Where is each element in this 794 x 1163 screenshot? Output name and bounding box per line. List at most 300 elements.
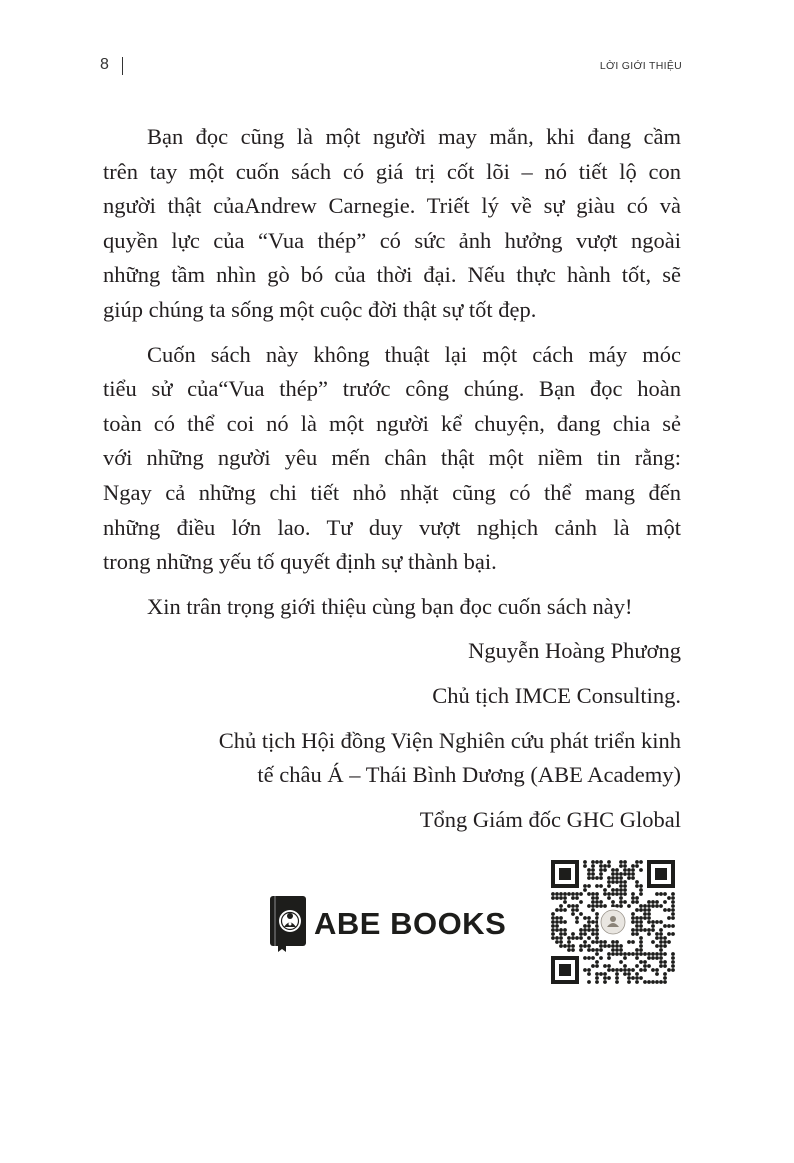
- qr-module: [623, 964, 627, 968]
- qr-module: [611, 900, 615, 904]
- qr-module: [583, 888, 587, 892]
- qr-module: [623, 956, 627, 960]
- qr-module: [611, 944, 615, 948]
- qr-module: [643, 928, 647, 932]
- qr-module: [643, 960, 647, 964]
- qr-module: [643, 980, 647, 984]
- qr-module: [619, 900, 623, 904]
- text-line: người thật củaAndrew Carnegie. Triết lý về sự giàu có và: [103, 193, 681, 219]
- qr-module: [591, 892, 595, 896]
- qr-module: [591, 868, 595, 872]
- qr-module: [587, 916, 591, 920]
- qr-module: [651, 924, 655, 928]
- qr-module: [595, 884, 599, 888]
- qr-module: [571, 896, 575, 900]
- qr-module: [599, 876, 603, 880]
- qr-module: [551, 928, 555, 932]
- qr-module: [643, 912, 647, 916]
- qr-module: [639, 952, 643, 956]
- qr-module: [623, 972, 627, 976]
- qr-module: [667, 896, 671, 900]
- qr-module: [639, 860, 643, 864]
- qr-module: [587, 972, 591, 976]
- qr-module: [591, 928, 595, 932]
- qr-module: [591, 956, 595, 960]
- qr-module: [619, 884, 623, 888]
- paragraph-1: [103, 120, 681, 328]
- qr-module: [575, 920, 579, 924]
- qr-module: [671, 912, 675, 916]
- qr-module: [651, 920, 655, 924]
- qr-module: [639, 924, 643, 928]
- qr-module: [615, 968, 619, 972]
- qr-module: [567, 904, 571, 908]
- qr-module: [615, 976, 619, 980]
- qr-module: [579, 900, 583, 904]
- qr-module: [595, 972, 599, 976]
- paragraph-2: [103, 338, 681, 580]
- qr-module: [571, 936, 575, 940]
- qr-module: [591, 940, 595, 944]
- qr-module: [591, 864, 595, 868]
- qr-module: [671, 932, 675, 936]
- qr-module: [563, 908, 567, 912]
- qr-module: [559, 928, 563, 932]
- qr-module: [663, 900, 667, 904]
- qr-module: [627, 868, 631, 872]
- qr-module: [591, 920, 595, 924]
- qr-module: [639, 908, 643, 912]
- qr-module: [595, 876, 599, 880]
- qr-module: [643, 908, 647, 912]
- qr-module: [631, 900, 635, 904]
- qr-module: [635, 932, 639, 936]
- qr-module: [639, 948, 643, 952]
- qr-module: [555, 896, 559, 900]
- text-line: những tầm nhìn gò bó của thời đại. Nếu thực hành tốt, sẽ: [103, 262, 681, 288]
- qr-module: [603, 904, 607, 908]
- qr-module: [595, 892, 599, 896]
- qr-module: [631, 876, 635, 880]
- qr-module: [623, 884, 627, 888]
- qr-module: [607, 944, 611, 948]
- signature-title-abe: [103, 724, 681, 793]
- qr-module: [651, 980, 655, 984]
- qr-module: [595, 932, 599, 936]
- qr-module: [611, 940, 615, 944]
- qr-module: [639, 940, 643, 944]
- qr-module: [583, 884, 587, 888]
- qr-module: [603, 940, 607, 944]
- qr-module: [603, 976, 607, 980]
- qr-module: [607, 896, 611, 900]
- qr-module: [591, 932, 595, 936]
- qr-module: [559, 944, 563, 948]
- qr-module: [563, 944, 567, 948]
- qr-module: [659, 964, 663, 968]
- qr-module: [627, 940, 631, 944]
- qr-module: [627, 980, 631, 984]
- qr-module: [647, 916, 651, 920]
- qr-module: [607, 884, 611, 888]
- qr-module: [599, 972, 603, 976]
- qr-module: [659, 932, 663, 936]
- qr-module: [603, 868, 607, 872]
- qr-module: [631, 892, 635, 896]
- qr-module: [555, 924, 559, 928]
- qr-module: [555, 892, 559, 896]
- qr-module: [655, 980, 659, 984]
- qr-module: [619, 872, 623, 876]
- qr-module: [663, 936, 667, 940]
- qr-module: [639, 888, 643, 892]
- qr-module: [639, 904, 643, 908]
- qr-module: [619, 880, 623, 884]
- qr-module: [639, 916, 643, 920]
- qr-module: [555, 940, 559, 944]
- qr-module: [591, 948, 595, 952]
- qr-module: [607, 876, 611, 880]
- qr-module: [575, 892, 579, 896]
- qr-module: [655, 972, 659, 976]
- qr-module: [647, 908, 651, 912]
- qr-module: [615, 888, 619, 892]
- qr-module: [627, 952, 631, 956]
- qr-module: [591, 860, 595, 864]
- qr-module: [659, 928, 663, 932]
- qr-module: [571, 948, 575, 952]
- qr-module: [599, 860, 603, 864]
- qr-module: [571, 932, 575, 936]
- qr-module: [587, 884, 591, 888]
- qr-module: [563, 900, 567, 904]
- qr-module: [631, 868, 635, 872]
- qr-module: [663, 972, 667, 976]
- qr-module: [671, 896, 675, 900]
- qr-module: [607, 892, 611, 896]
- qr-module: [671, 900, 675, 904]
- qr-module: [583, 956, 587, 960]
- qr-module: [611, 880, 615, 884]
- qr-module: [595, 952, 599, 956]
- qr-module: [555, 936, 559, 940]
- qr-module: [619, 948, 623, 952]
- logo-text: ABE BOOKS: [314, 906, 507, 941]
- qr-module: [603, 964, 607, 968]
- qr-module: [615, 880, 619, 884]
- qr-module: [587, 948, 591, 952]
- qr-module: [571, 912, 575, 916]
- qr-module: [667, 968, 671, 972]
- qr-module: [611, 948, 615, 952]
- qr-module: [595, 976, 599, 980]
- qr-module: [635, 976, 639, 980]
- qr-module: [631, 928, 635, 932]
- qr-module: [619, 860, 623, 864]
- page-number: 8: [100, 56, 109, 73]
- qr-module: [567, 944, 571, 948]
- qr-module: [655, 936, 659, 940]
- qr-module: [639, 920, 643, 924]
- qr-module: [587, 872, 591, 876]
- qr-module: [551, 936, 555, 940]
- qr-module: [659, 960, 663, 964]
- qr-module: [595, 912, 599, 916]
- qr-module: [607, 952, 611, 956]
- qr-module: [615, 952, 619, 956]
- qr-module: [647, 928, 651, 932]
- header-divider: [122, 57, 123, 75]
- qr-module: [599, 944, 603, 948]
- qr-module: [663, 940, 667, 944]
- qr-module: [603, 892, 607, 896]
- qr-module: [631, 976, 635, 980]
- qr-module: [667, 924, 671, 928]
- qr-module: [607, 956, 611, 960]
- qr-module: [671, 964, 675, 968]
- qr-module: [579, 936, 583, 940]
- qr-module: [671, 956, 675, 960]
- qr-module: [639, 884, 643, 888]
- qr-module: [607, 976, 611, 980]
- qr-module: [559, 892, 563, 896]
- qr-module: [587, 944, 591, 948]
- qr-module: [655, 920, 659, 924]
- qr-module: [663, 960, 667, 964]
- text-line: toàn có thể coi nó là một người kể chuyện, đang chia sẻ: [103, 410, 681, 436]
- qr-module: [631, 940, 635, 944]
- qr-module: [647, 980, 651, 984]
- qr-module: [575, 916, 579, 920]
- qr-module: [627, 972, 631, 976]
- qr-module: [655, 892, 659, 896]
- qr-module: [667, 916, 671, 920]
- qr-module: [607, 864, 611, 868]
- qr-module: [551, 896, 555, 900]
- qr-module: [631, 864, 635, 868]
- qr-module: [591, 872, 595, 876]
- qr-module: [671, 916, 675, 920]
- text-line: Bạn đọc cũng là một người may mắn, khi đang cầm: [147, 124, 681, 149]
- qr-module: [571, 904, 575, 908]
- qr-module: [619, 960, 623, 964]
- text-line: tiểu sử của“Vua thép” trước công chúng. Bạn đọc hoàn: [103, 376, 681, 402]
- qr-module: [635, 896, 639, 900]
- qr-module: [643, 916, 647, 920]
- qr-module: [619, 892, 623, 896]
- qr-module: [655, 952, 659, 956]
- qr-module: [603, 864, 607, 868]
- book-seal-icon: [268, 894, 308, 954]
- qr-module: [671, 892, 675, 896]
- qr-module: [607, 968, 611, 972]
- qr-module: [615, 868, 619, 872]
- qr-module: [671, 908, 675, 912]
- text-line: trong những yếu tố quyết định sự thành bại.: [103, 549, 497, 575]
- qr-module: [619, 904, 623, 908]
- qr-module: [663, 908, 667, 912]
- qr-module: [631, 916, 635, 920]
- qr-module: [651, 900, 655, 904]
- qr-module: [651, 952, 655, 956]
- qr-module: [591, 908, 595, 912]
- qr-module: [619, 888, 623, 892]
- qr-module: [623, 892, 627, 896]
- qr-module: [659, 904, 663, 908]
- qr-code-icon: [551, 860, 675, 984]
- qr-module: [635, 952, 639, 956]
- qr-module: [631, 872, 635, 876]
- signature-title-abe-line-2: tế châu Á – Thái Bình Dương (ABE Academy): [257, 762, 681, 788]
- qr-module: [651, 940, 655, 944]
- signature-title-abe-line-1: Chủ tịch Hội đồng Viện Nghiên cứu phát triển kinh: [218, 727, 681, 753]
- qr-module: [595, 948, 599, 952]
- qr-module: [635, 900, 639, 904]
- qr-module: [635, 948, 639, 952]
- qr-module: [659, 940, 663, 944]
- text-line: quyền lực của “Vua thép” có sức ảnh hưởng vượt ngoài: [103, 227, 681, 253]
- qr-module: [619, 876, 623, 880]
- qr-module: [643, 952, 647, 956]
- qr-module: [651, 956, 655, 960]
- qr-module: [611, 868, 615, 872]
- qr-module: [619, 952, 623, 956]
- qr-module: [575, 896, 579, 900]
- qr-module: [659, 936, 663, 940]
- qr-module: [551, 920, 555, 924]
- qr-module: [567, 936, 571, 940]
- qr-module: [591, 900, 595, 904]
- qr-module: [579, 944, 583, 948]
- qr-module: [563, 932, 567, 936]
- qr-module: [639, 868, 643, 872]
- qr-module: [663, 944, 667, 948]
- qr-module: [631, 932, 635, 936]
- qr-module: [587, 956, 591, 960]
- qr-module: [571, 944, 575, 948]
- qr-module: [663, 980, 667, 984]
- qr-module: [615, 872, 619, 876]
- qr-module: [663, 952, 667, 956]
- qr-module: [635, 964, 639, 968]
- qr-module: [639, 928, 643, 932]
- qr-module: [591, 904, 595, 908]
- qr-module: [627, 976, 631, 980]
- text-line: trên tay một cuốn sách có giá trị cốt lõi – nó tiết lộ con: [103, 158, 681, 184]
- qr-module: [639, 960, 643, 964]
- qr-module: [559, 908, 563, 912]
- qr-module: [599, 956, 603, 960]
- qr-module: [599, 872, 603, 876]
- qr-module: [671, 952, 675, 956]
- qr-module: [599, 868, 603, 872]
- qr-module: [631, 968, 635, 972]
- qr-module: [635, 980, 639, 984]
- qr-module: [643, 904, 647, 908]
- qr-module: [559, 940, 563, 944]
- qr-module: [647, 932, 651, 936]
- qr-module: [647, 904, 651, 908]
- qr-module: [551, 924, 555, 928]
- qr-module: [647, 952, 651, 956]
- qr-module: [635, 884, 639, 888]
- qr-module: [583, 916, 587, 920]
- qr-module: [659, 892, 663, 896]
- qr-module: [603, 972, 607, 976]
- qr-module: [619, 864, 623, 868]
- qr-module: [575, 908, 579, 912]
- qr-module: [587, 936, 591, 940]
- qr-module: [667, 940, 671, 944]
- qr-module: [579, 932, 583, 936]
- qr-module: [615, 948, 619, 952]
- qr-module: [551, 912, 555, 916]
- qr-module: [611, 876, 615, 880]
- qr-module: [587, 920, 591, 924]
- qr-module: [599, 900, 603, 904]
- qr-module: [591, 964, 595, 968]
- qr-module: [635, 920, 639, 924]
- qr-module: [603, 888, 607, 892]
- qr-module: [595, 928, 599, 932]
- qr-module: [619, 968, 623, 972]
- qr-module: [563, 896, 567, 900]
- qr-module: [551, 892, 555, 896]
- qr-module: [619, 896, 623, 900]
- qr-module: [587, 924, 591, 928]
- qr-module: [571, 892, 575, 896]
- qr-module: [611, 872, 615, 876]
- qr-module: [559, 920, 563, 924]
- qr-module: [619, 944, 623, 948]
- qr-module: [639, 968, 643, 972]
- qr-module: [615, 940, 619, 944]
- qr-module: [591, 876, 595, 880]
- qr-module: [551, 932, 555, 936]
- qr-module: [635, 928, 639, 932]
- qr-module: [655, 900, 659, 904]
- qr-module: [567, 948, 571, 952]
- qr-module: [615, 944, 619, 948]
- qr-module: [587, 904, 591, 908]
- qr-module: [559, 916, 563, 920]
- qr-module: [599, 904, 603, 908]
- qr-module: [659, 944, 663, 948]
- qr-module: [599, 864, 603, 868]
- qr-module: [639, 936, 643, 940]
- qr-module: [615, 980, 619, 984]
- qr-module: [575, 936, 579, 940]
- abe-academy-seal-icon: [601, 910, 625, 934]
- qr-module: [559, 904, 563, 908]
- qr-module: [555, 920, 559, 924]
- qr-module: [631, 912, 635, 916]
- qr-module: [651, 904, 655, 908]
- qr-module: [639, 892, 643, 896]
- qr-module: [651, 968, 655, 972]
- qr-module: [655, 904, 659, 908]
- qr-module: [551, 916, 555, 920]
- qr-module: [647, 900, 651, 904]
- qr-module: [579, 912, 583, 916]
- qr-module: [623, 868, 627, 872]
- qr-module: [595, 980, 599, 984]
- text-line: Cuốn sách này không thuật lại một cách máy móc: [147, 341, 681, 367]
- qr-module: [587, 968, 591, 972]
- qr-module: [555, 928, 559, 932]
- qr-module: [583, 940, 587, 944]
- qr-module: [671, 968, 675, 972]
